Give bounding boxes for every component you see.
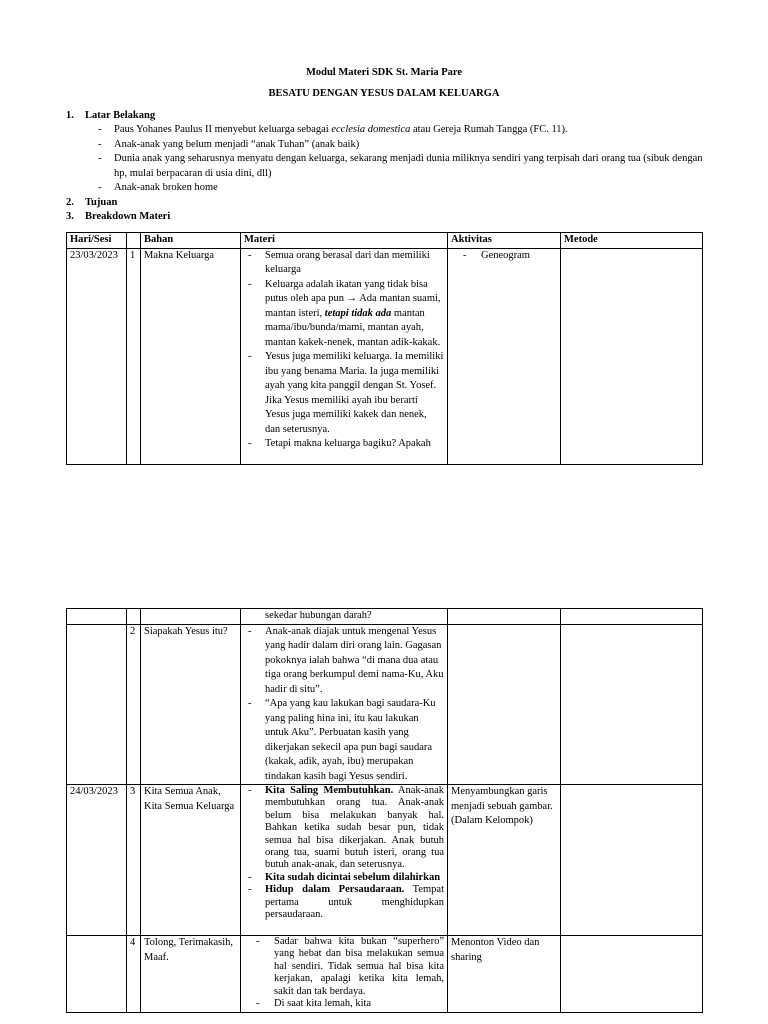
cell-aktivitas: Menyambungkan garis menjadi sebuah gambar. (Dalam Kelompok) [448,785,561,936]
list-item: - Yesus juga memiliki keluarga. Ia memiliki ibu yang benama Maria. Ia juga memiliki ayah yang kita panggil dengan St. Yosef. Jika Yesus memiliki ayah ibu berarti Yesus juga memiliki kakek dan nenek, dan seterusnya. [244,350,444,437]
module-header: Modul Materi SDK St. Maria Pare [305,67,463,78]
materi-list [244,625,444,785]
col-header-metode: Metode [561,233,703,249]
section-number: 2. [66,197,74,208]
list-item [244,884,444,921]
section-number: 1. [66,110,74,121]
aktivitas-list [451,249,557,264]
module-title: BESATU DENGAN YESUS DALAM KELUARGA [268,88,500,99]
cell-materi [241,248,448,464]
cell-materi [241,609,448,625]
cell-materi [241,936,448,1013]
col-header-materi: Materi [241,233,448,249]
section-number: 3. [66,211,74,222]
list-item [244,872,444,884]
table-row [67,624,703,785]
col-header-hari-sesi: Hari/Sesi [67,233,127,249]
cell-date [67,609,127,625]
materi-continuation: sekedar hubungan darah? [265,610,372,621]
table-row [67,248,703,464]
cell-aktivitas [448,248,561,464]
cell-bahan: Kita Semua Anak, Kita Semua Keluarga [141,785,241,936]
cell-metode [561,936,703,1013]
list-text: atau Gereja Rumah Tangga (FC. 11). [410,124,568,135]
list-text: mantan mama/ibu/bunda/mami, mantan ayah, mantan kakek-nenek, mantan adik-kakak. [265,307,441,348]
cell-date: 23/03/2023 [67,248,127,464]
col-header-bahan: Bahan [141,233,241,249]
list-bold: Kita sudah dicintai sebelum dilahirkan [265,871,441,883]
list-bold: Hidup dalam Persaudaraan. [265,884,405,896]
cell-date [67,624,127,785]
section-heading-latar-belakang [66,109,155,124]
col-header-blank [127,233,141,249]
list-emphasis: tetapi tidak ada [324,307,392,319]
cell-metode [561,248,703,464]
cell-metode [561,609,703,625]
list-item: - Sadar bahwa kita bukan “superhero” yang hebat dan bisa melakukan semua hal sendiri. Tidak semua hal bisa kita kerjakan, apalagi ketika kita lemah, sakit dan tak berdaya. [244,936,444,998]
list-item [244,278,444,351]
cell-materi [241,785,448,936]
cell-bahan: Tolong, Terimakasih, Maaf. [141,936,241,1013]
section-heading-tujuan [66,196,117,211]
cell-aktivitas [448,609,561,625]
list-item: - Dunia anak yang seharusnya menyatu dengan keluarga, sekarang menjadi dunia miliknya sendiri yang terpisah dari orang tua (sibuk dengan hp, mulai berpacaran di usia dini, dll) [98,152,713,181]
col-header-aktivitas: Aktivitas [448,233,561,249]
table-row [67,609,703,625]
cell-bahan [141,609,241,625]
cell-metode [561,624,703,785]
list-item: - Anak-anak yang belum menjadi “anak Tuhan” (anak baik) [98,138,713,153]
cell-session-number: 2 [127,624,141,785]
cell-date [67,936,127,1013]
latar-belakang-list [98,123,713,196]
list-bold: Kita Saling Membutuhkan. [265,785,394,796]
table-row [67,936,703,1013]
list-item: - Anak-anak diajak untuk mengenal Yesus yang hadir dalam diri orang lain. Gagasan pokoknya ialah bahwa “di mana dua atau tiga orang berkumpul demi nama-Ku, Aku hadir di situ”. [244,625,444,698]
list-item: - Tetapi makna keluarga bagiku? Apakah [244,437,444,452]
table-header-row [67,233,703,249]
cell-bahan: Siapakah Yesus itu? [141,624,241,785]
section-heading-breakdown [66,210,170,225]
list-item: - Anak-anak broken home [98,181,713,196]
table-row [67,785,703,936]
materi-list [244,785,444,921]
cell-session-number [127,609,141,625]
cell-session-number: 4 [127,936,141,1013]
cell-session-number: 1 [127,248,141,464]
list-item: - Semua orang berasal dari dan memiliki keluarga [244,249,444,278]
cell-date: 24/03/2023 [67,785,127,936]
list-emphasis: ecclesia domestica [331,124,411,135]
cell-session-number: 3 [127,785,141,936]
cell-metode [561,785,703,936]
list-item: - Di saat kita lemah, kita [244,998,444,1010]
section-label: Latar Belakang [85,110,156,121]
section-label: Tujuan [85,197,118,208]
breakdown-table-top [66,232,703,465]
cell-bahan: Makna Keluarga [141,248,241,464]
list-item [98,123,713,138]
list-text: Anak-anak membutuhkan orang tua. Anak-anak belum bisa melakukan banyak hal. Bahkan ketika sudah besar pun, tidak semua hal bisa dikerjakan. Anak butuh orang tua, suami butuh isteri, orang tua butuh anak-anak, dan seterusnya. [265,785,444,871]
cell-aktivitas [448,624,561,785]
list-item [244,785,444,872]
list-text: Keluarga adalah ikatan yang tidak bisa putus oleh apa pun → Ada mantan suami, mantan isteri, [265,278,441,319]
list-item: - Geneogram [451,249,557,264]
section-label: Breakdown Materi [85,211,171,222]
list-item: - “Apa yang kau lakukan bagi saudara-Ku yang paling hina ini, itu kau lakukan untuk Aku”. Perbuatan kasih yang dikerjakan sekecil apa pun bagi saudara (kakak, adik, ayah, ibu) merupakan tindakan kasih bagi Yesus sendiri. [244,697,444,784]
list-text: Tempat pertama untuk menghidupkan persaudaraan. [265,884,444,921]
cell-aktivitas: Menonton Video dan sharing [448,936,561,1013]
cell-materi [241,624,448,785]
materi-list [244,249,444,452]
list-text: Paus Yohanes Paulus II menyebut keluarga sebagai [114,124,332,135]
materi-list [244,936,444,1010]
breakdown-table-continued [66,608,703,1013]
